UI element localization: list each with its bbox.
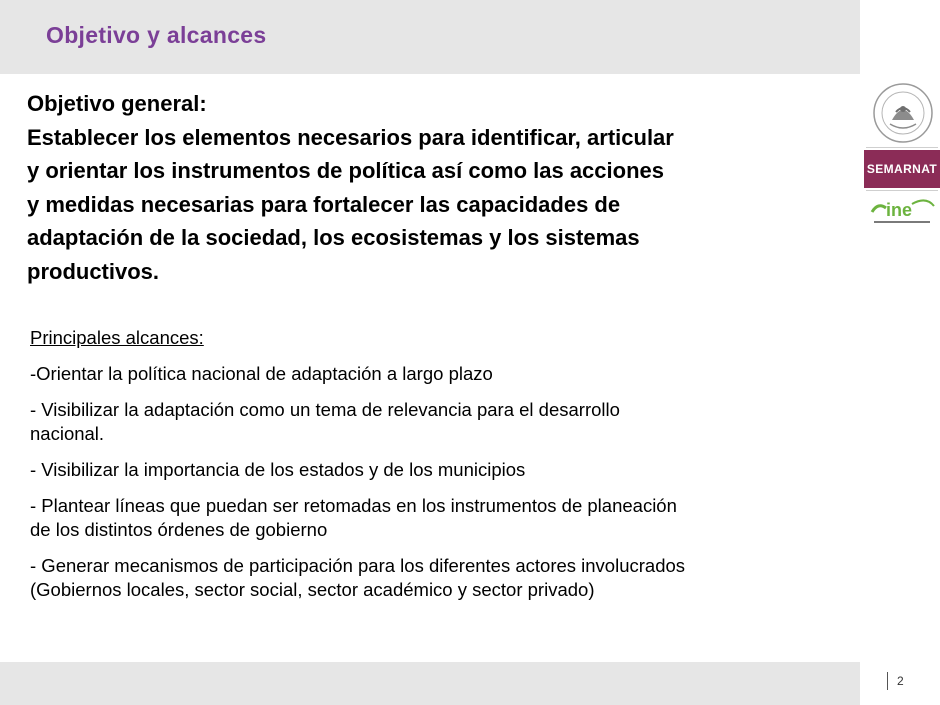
list-item-text: nacional. xyxy=(30,423,105,444)
main-scope-list xyxy=(30,326,860,614)
list-item xyxy=(30,494,860,542)
page-number-divider xyxy=(887,672,888,690)
general-objective xyxy=(27,87,827,288)
objective-text-line: productivos. xyxy=(27,258,160,284)
list-item-text: - Generar mecanismos de participación para los diferentes actores involucrados xyxy=(30,555,686,576)
logo-divider xyxy=(866,190,938,191)
objective-heading: Objetivo general: xyxy=(27,91,207,116)
page-title: Objetivo y alcances xyxy=(46,22,267,48)
list-item-text: -Orientar la política nacional de adaptación a largo plazo xyxy=(30,363,493,384)
svg-text:ine: ine xyxy=(886,200,913,220)
list-item-text: de los distintos órdenes de gobierno xyxy=(30,519,328,540)
list-item-text: (Gobiernos locales, sector social, sector académico y sector privado) xyxy=(30,579,595,600)
list-item xyxy=(30,362,860,386)
page-number: 2 xyxy=(897,674,904,688)
semarnat-label: SEMARNAT xyxy=(866,162,938,176)
scope-heading: Principales alcances: xyxy=(30,327,204,348)
objective-text-line: Establecer los elementos necesarios para identificar, articular xyxy=(27,124,674,150)
objective-text-line: y medidas necesarias para fortalecer las capacidades de xyxy=(27,191,621,217)
list-item-text: - Visibilizar la importancia de los estados y de los municipios xyxy=(30,459,526,480)
objective-text-line: adaptación de la sociedad, los ecosistemas y los sistemas xyxy=(27,225,640,250)
list-item xyxy=(30,398,860,446)
list-item-text: - Plantear líneas que puedan ser retomadas en los instrumentos de planeación xyxy=(30,495,677,516)
footer-bar xyxy=(0,662,860,705)
list-item xyxy=(30,458,860,482)
semarnat-logo xyxy=(864,150,940,188)
objective-text-line: y orientar los instrumentos de política así como las acciones xyxy=(27,158,664,183)
ine-logo xyxy=(864,192,940,228)
logo-divider xyxy=(866,147,938,148)
list-item xyxy=(30,554,860,602)
list-item-text: - Visibilizar la adaptación como un tema de relevancia para el desarrollo xyxy=(30,399,620,420)
mexico-seal-logo xyxy=(872,82,934,144)
